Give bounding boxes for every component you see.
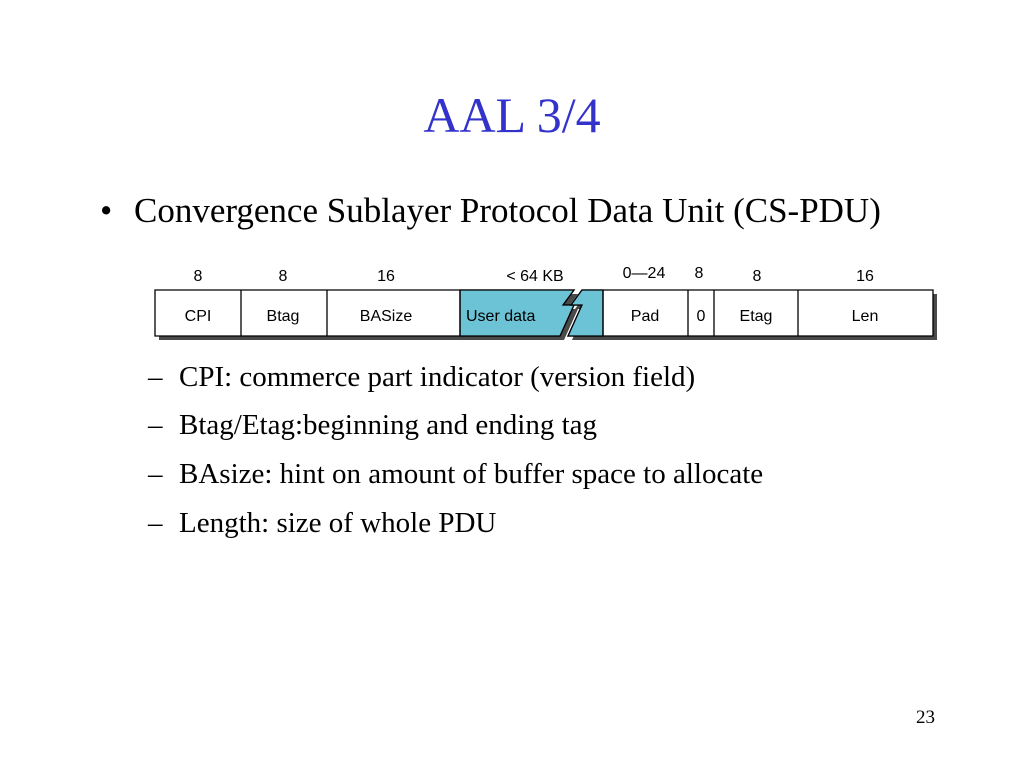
sub-bullet-tags [148,409,597,442]
dash-marker: – [148,409,163,441]
sub-bullet-text: Btag/Etag:beginning and ending tag [179,409,597,441]
field-size-etag: 8 [752,268,762,285]
field-label-etag: Etag [739,308,773,325]
page-number: 23 [916,707,935,728]
field-size-zero: 8 [694,265,704,282]
slide-title: AAL 3/4 [423,87,601,143]
field-size-basize: 16 [377,268,395,285]
field-size-cpi: 8 [193,268,203,285]
field-label-pad: Pad [630,308,660,325]
bullet-marker: • [100,191,113,230]
field-size-len: 16 [856,268,874,285]
field-label-user-data: User data [466,308,536,325]
main-bullet-text: Convergence Sublayer Protocol Data Unit (CS-PDU) [134,191,881,230]
field-size-btag: 8 [278,268,288,285]
sub-bullet-length [148,507,496,540]
field-label-zero: 0 [696,308,706,325]
sub-bullet-cpi [148,361,695,394]
field-size-pad: 0—24 [622,265,666,282]
sub-bullet-text: CPI: commerce part indicator (version field) [179,361,696,393]
sub-bullet-text: BAsize: hint on amount of buffer space to allocate [179,458,764,490]
field-label-len: Len [851,308,879,325]
field-size-user-data: < 64 KB [506,268,564,285]
dash-marker: – [148,361,163,393]
dash-marker: – [148,458,163,490]
field-label-basize: BASize [359,308,413,325]
field-label-cpi: CPI [184,308,212,325]
field-label-btag: Btag [266,308,300,325]
dash-marker: – [148,507,163,539]
sub-bullet-text: Length: size of whole PDU [179,507,497,539]
sub-bullet-basize [148,458,763,491]
